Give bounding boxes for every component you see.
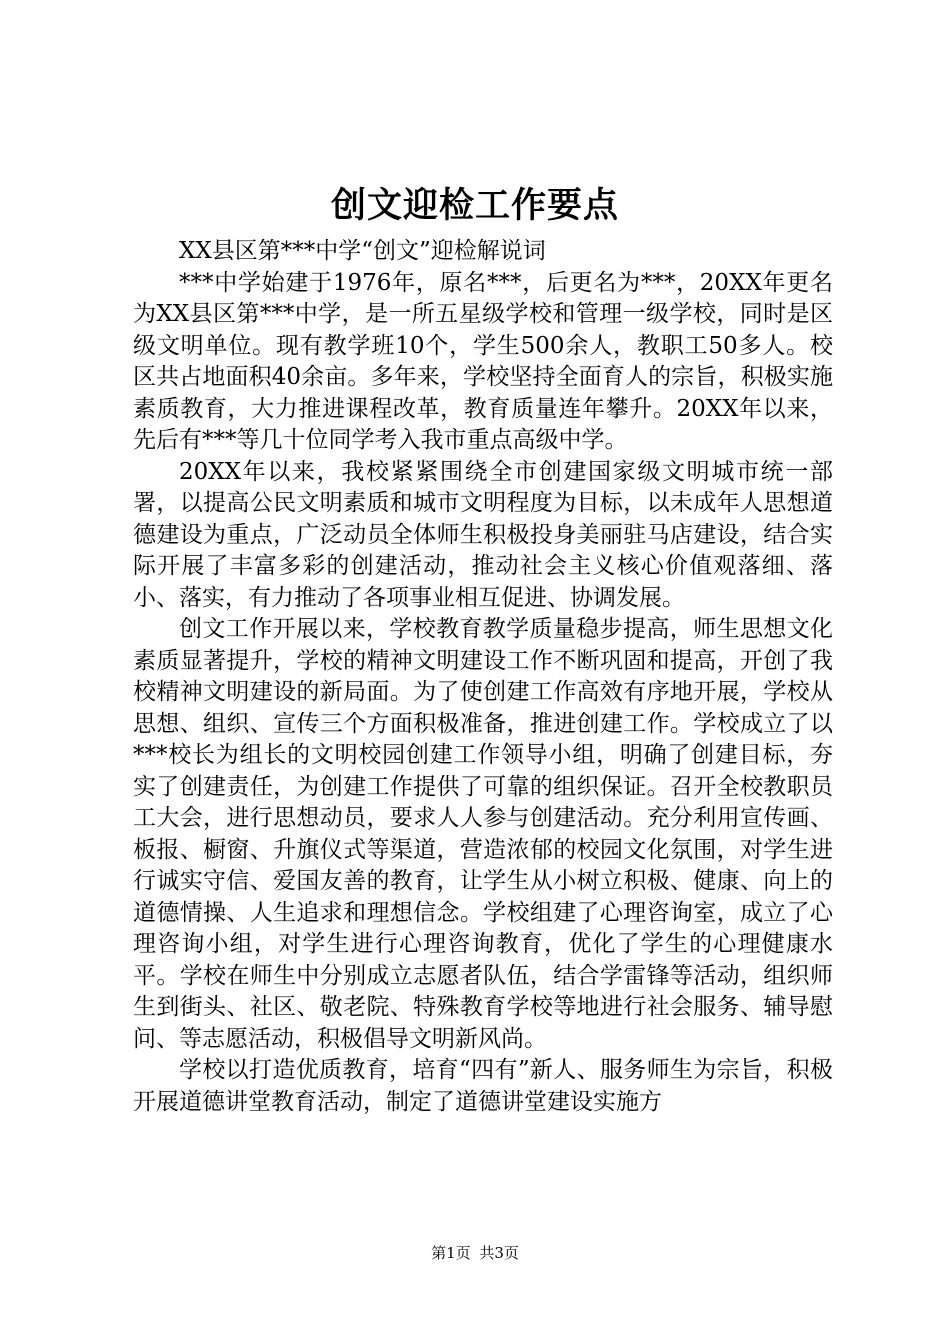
page-footer <box>0 1243 950 1263</box>
paragraph-work-progress: 创文工作开展以来，学校教育教学质量稳步提高，师生思想文化素质显著提升，学校的精神文明建设工作不断巩固和提高，开创了我校精神文明建设的新局面。为了使创建工作高效有序地开展，学校从思想、组织、宣传三个方面积极准备，推进创建工作。学校成立了以***校长为组长的文明校园创建工作领导小组，明确了创建目标，夯实了创建责任，为创建工作提供了可靠的组织保证。召开全校教职员工大会，进行思想动员，要求人人参与创建活动。充分利用宣传画、板报、橱窗、升旗仪式等渠道，营造浓郁的校园文化氛围，对学生进行诚实守信、爱国友善的教育，让学生从小树立积极、健康、向上的道德情操、人生追求和理想信念。学校组建了心理咨询室，成立了心理咨询小组，对学生进行心理咨询教育，优化了学生的心理健康水平。学校在师生中分别成立志愿者队伍，结合学雷锋等活动，组织师生到街头、社区、敬老院、特殊教育学校等地进行社会服务、辅导慰问、等志愿活动，积极倡导文明新风尚。 <box>133 616 833 1052</box>
paragraph-moral-lecture: 学校以打造优质教育，培育“四有”新人、服务师生为宗旨，积极开展道德讲堂教育活动，制定了道德讲堂建设实施方 <box>133 1057 833 1115</box>
paragraph-school-intro: ***中学始建于1976年，原名***，后更名为***，20XX年更名为XX县区第***中学，是一所五星级学校和管理一级学校，同时是区级文明单位。现有教学班10个，学生500余人，教职工50多人。校区共占地面积40余亩。多年来，学校坚持全面育人的宗旨，积极实施素质教育，大力推进课程改革，教育质量连年攀升。20XX年以来，先后有***等几十位同学考入我市重点高级中学。 <box>133 269 833 453</box>
document-body <box>133 236 833 1118</box>
document-title: 创文迎检工作要点 <box>330 185 619 226</box>
page-total: 共3页 <box>479 1244 519 1262</box>
paragraph-subtitle: XX县区第***中学“创文”迎检解说词 <box>179 238 546 264</box>
paragraph-creation-goals: 20XX年以来，我校紧紧围绕全市创建国家级文明城市统一部署，以提高公民文明素质和城市文明程度为目标，以未成年人思想道德建设为重点，广泛动员全体师生积极投身美丽驻马店建设，结合实际开展了丰富多彩的创建活动，推动社会主义核心价值观落细、落小、落实，有力推动了各项事业相互促进、协调发展。 <box>133 458 833 611</box>
page-number: 第1页 <box>431 1244 471 1262</box>
